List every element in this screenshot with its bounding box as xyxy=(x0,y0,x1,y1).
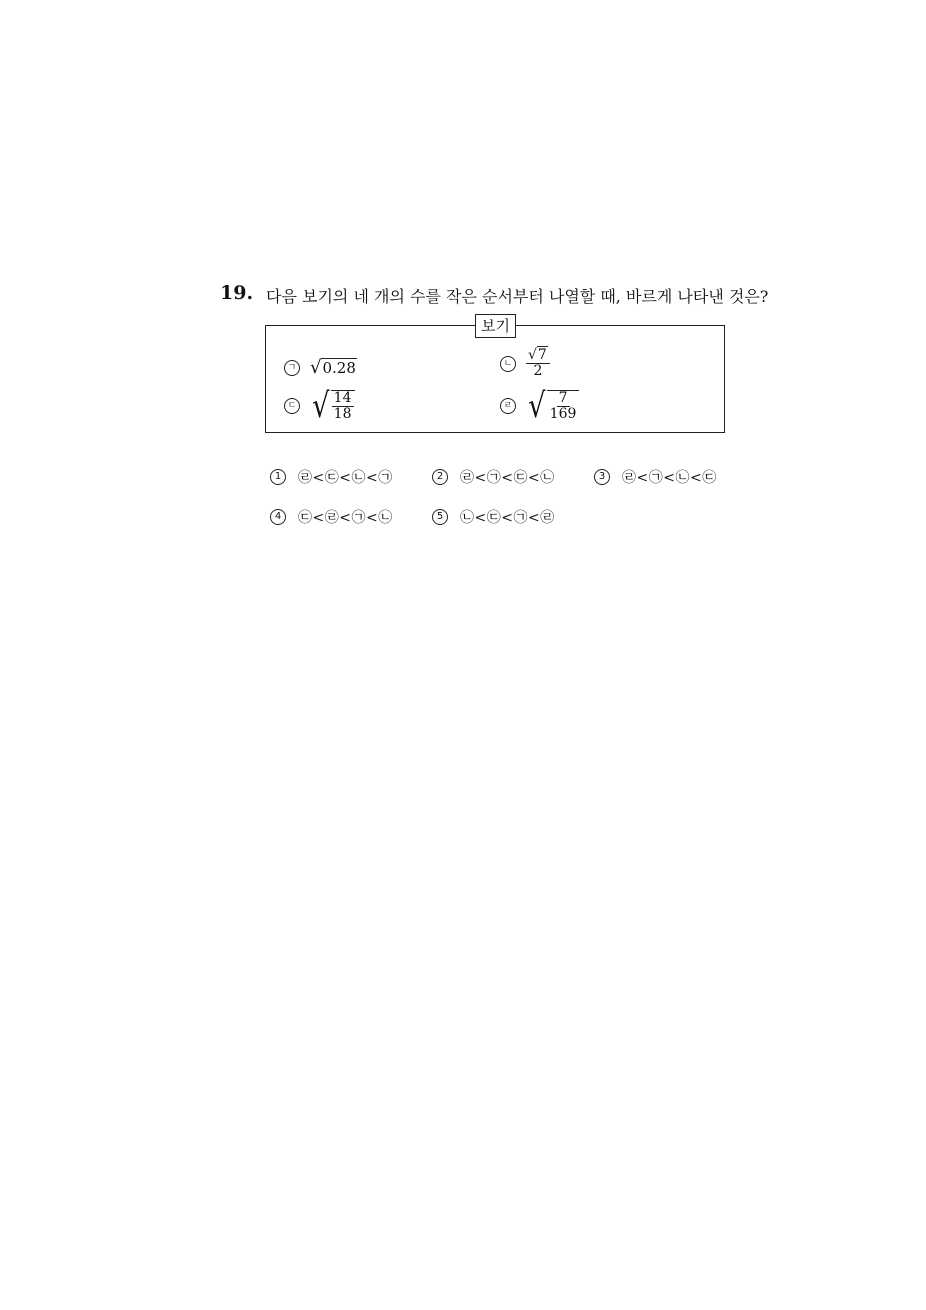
sqrt-icon: √ xyxy=(312,386,330,426)
sqrt-icon: √ xyxy=(528,386,546,426)
choice-number: 2 xyxy=(432,469,448,485)
item-marker: ㄱ xyxy=(284,360,300,376)
fraction-denominator: 18 xyxy=(333,406,352,422)
fraction xyxy=(331,390,355,422)
radicand: 0.28 xyxy=(322,359,356,377)
choice-4[interactable] xyxy=(270,507,393,527)
sqrt-expression xyxy=(526,386,579,426)
fraction xyxy=(526,348,550,379)
choice-3[interactable] xyxy=(594,467,717,487)
choice-1[interactable] xyxy=(270,467,393,487)
item-marker: ㄷ xyxy=(284,398,300,414)
fraction-numerator: √7 xyxy=(526,348,550,364)
bogi-item-a xyxy=(284,358,357,377)
choice-sequence: ㉣<㉠<㉡<㉢ xyxy=(622,470,717,486)
fraction-denominator: 2 xyxy=(533,363,543,379)
choice-number: 1 xyxy=(270,469,286,485)
choice-number: 4 xyxy=(270,509,286,525)
choice-5[interactable] xyxy=(432,507,555,527)
sqrt-icon: √ xyxy=(310,356,322,378)
item-marker: ㄴ xyxy=(500,356,516,372)
fraction xyxy=(547,390,580,422)
question-text: 다음 보기의 네 개의 수를 작은 순서부터 나열할 때, 바르게 나타낸 것은? xyxy=(266,287,769,306)
fraction-denominator: 169 xyxy=(549,406,577,422)
fraction-numerator: 14 xyxy=(333,390,352,406)
bogi-item-c xyxy=(284,386,355,426)
bogi-title: 보기 xyxy=(475,314,516,338)
choice-2[interactable] xyxy=(432,467,555,487)
choice-sequence: ㉣<㉠<㉢<㉡ xyxy=(460,470,555,486)
bogi-item-b xyxy=(500,348,550,379)
choice-sequence: ㉣<㉢<㉡<㉠ xyxy=(298,470,393,486)
sqrt-expression xyxy=(310,358,357,377)
bogi-item-d xyxy=(500,386,579,426)
sqrt-icon: √ xyxy=(528,347,537,363)
question-number: 19. xyxy=(220,282,254,304)
item-marker: ㄹ xyxy=(500,398,516,414)
fraction-numerator: 7 xyxy=(558,390,568,406)
choice-number: 3 xyxy=(594,469,610,485)
choice-sequence: ㉡<㉢<㉠<㉣ xyxy=(460,510,555,526)
sqrt-expression xyxy=(310,386,355,426)
choice-sequence: ㉢<㉣<㉠<㉡ xyxy=(298,510,393,526)
choice-number: 5 xyxy=(432,509,448,525)
